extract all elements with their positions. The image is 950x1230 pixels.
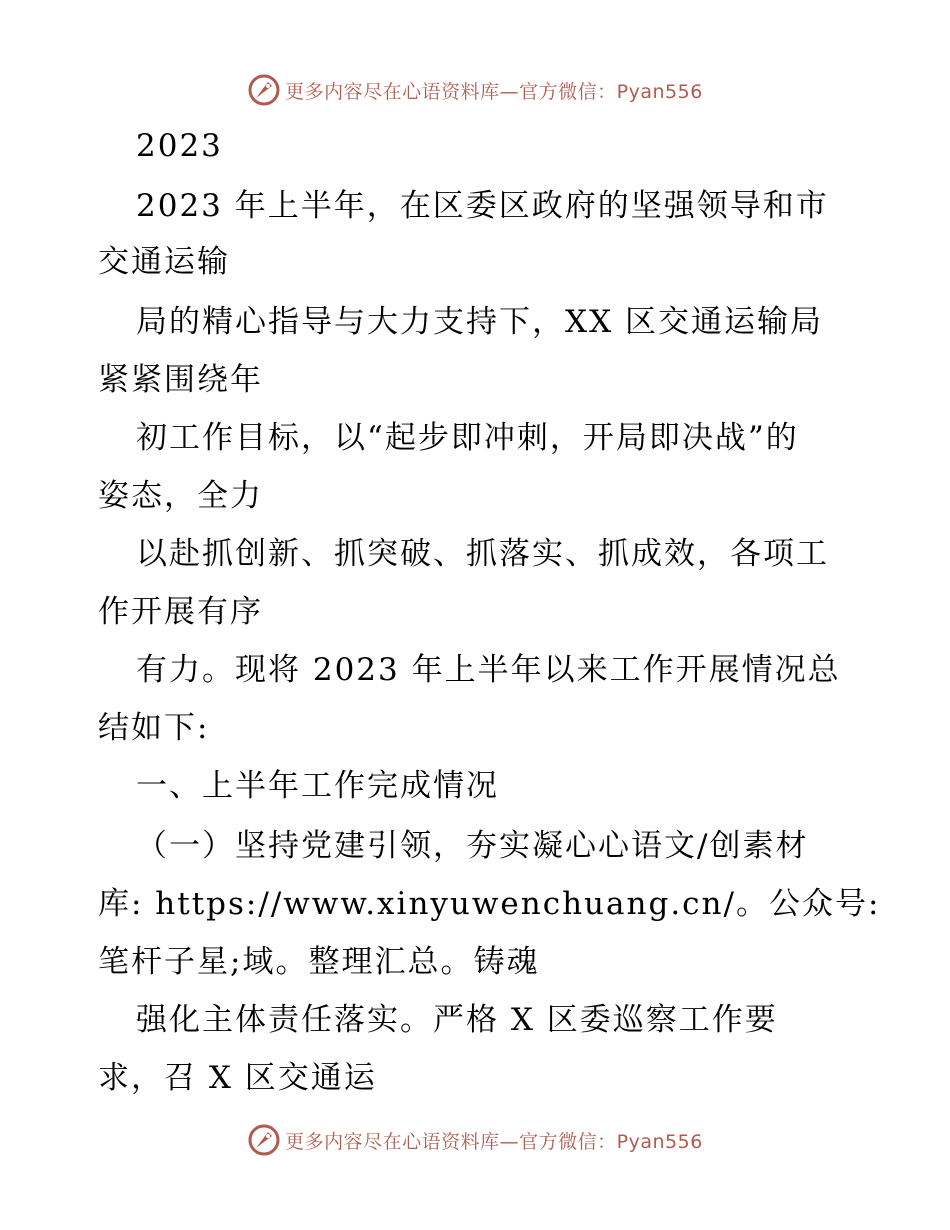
paragraph-line: 结如下:	[98, 710, 210, 746]
paragraph-line: 交通运输	[98, 244, 230, 280]
paragraph-line: 以赴抓创新、抓突破、抓落实、抓成效，各项工	[136, 536, 829, 572]
pen-nib-logo-icon	[247, 73, 281, 107]
section-heading: 一、上半年工作完成情况	[136, 768, 499, 804]
watermark-text: 更多内容尽在心语资料库—官方微信：Pyan556	[285, 1130, 703, 1153]
watermark-text: 更多内容尽在心语资料库—官方微信：Pyan556	[285, 80, 703, 103]
paragraph-line: 初工作目标，以“起步即冲刺，开局即决战”的	[136, 420, 799, 456]
paragraph-line: 2023 年上半年，在区委区政府的坚强领导和市	[136, 188, 829, 224]
pen-nib-logo-icon	[247, 1123, 281, 1157]
paragraph-line: 求，召 X 区交通运	[98, 1060, 377, 1096]
footer-watermark-banner	[0, 1120, 950, 1160]
paragraph-line: 局的精心指导与大力支持下，XX 区交通运输局	[136, 304, 823, 340]
paragraph-line: 库: https://www.xinyuwenchuang.cn/。公众号:	[98, 886, 881, 922]
paragraph-line: 有力。现将 2023 年上半年以来工作开展情况总	[136, 652, 841, 688]
paragraph-line: 紧紧围绕年	[98, 362, 263, 398]
paragraph-line: 笔杆子星;域。整理汇总。铸魂	[98, 944, 540, 980]
subsection-heading: （一）坚持党建引领，夯实凝心心语文/创素材	[136, 828, 809, 864]
doc-title-year: 2023	[136, 128, 223, 164]
paragraph-line: 姿态，全力	[98, 478, 263, 514]
paragraph-line: 强化主体责任落实。严格 X 区委巡察工作要	[136, 1002, 778, 1038]
header-watermark-banner	[0, 70, 950, 110]
paragraph-line: 作开展有序	[98, 594, 263, 630]
